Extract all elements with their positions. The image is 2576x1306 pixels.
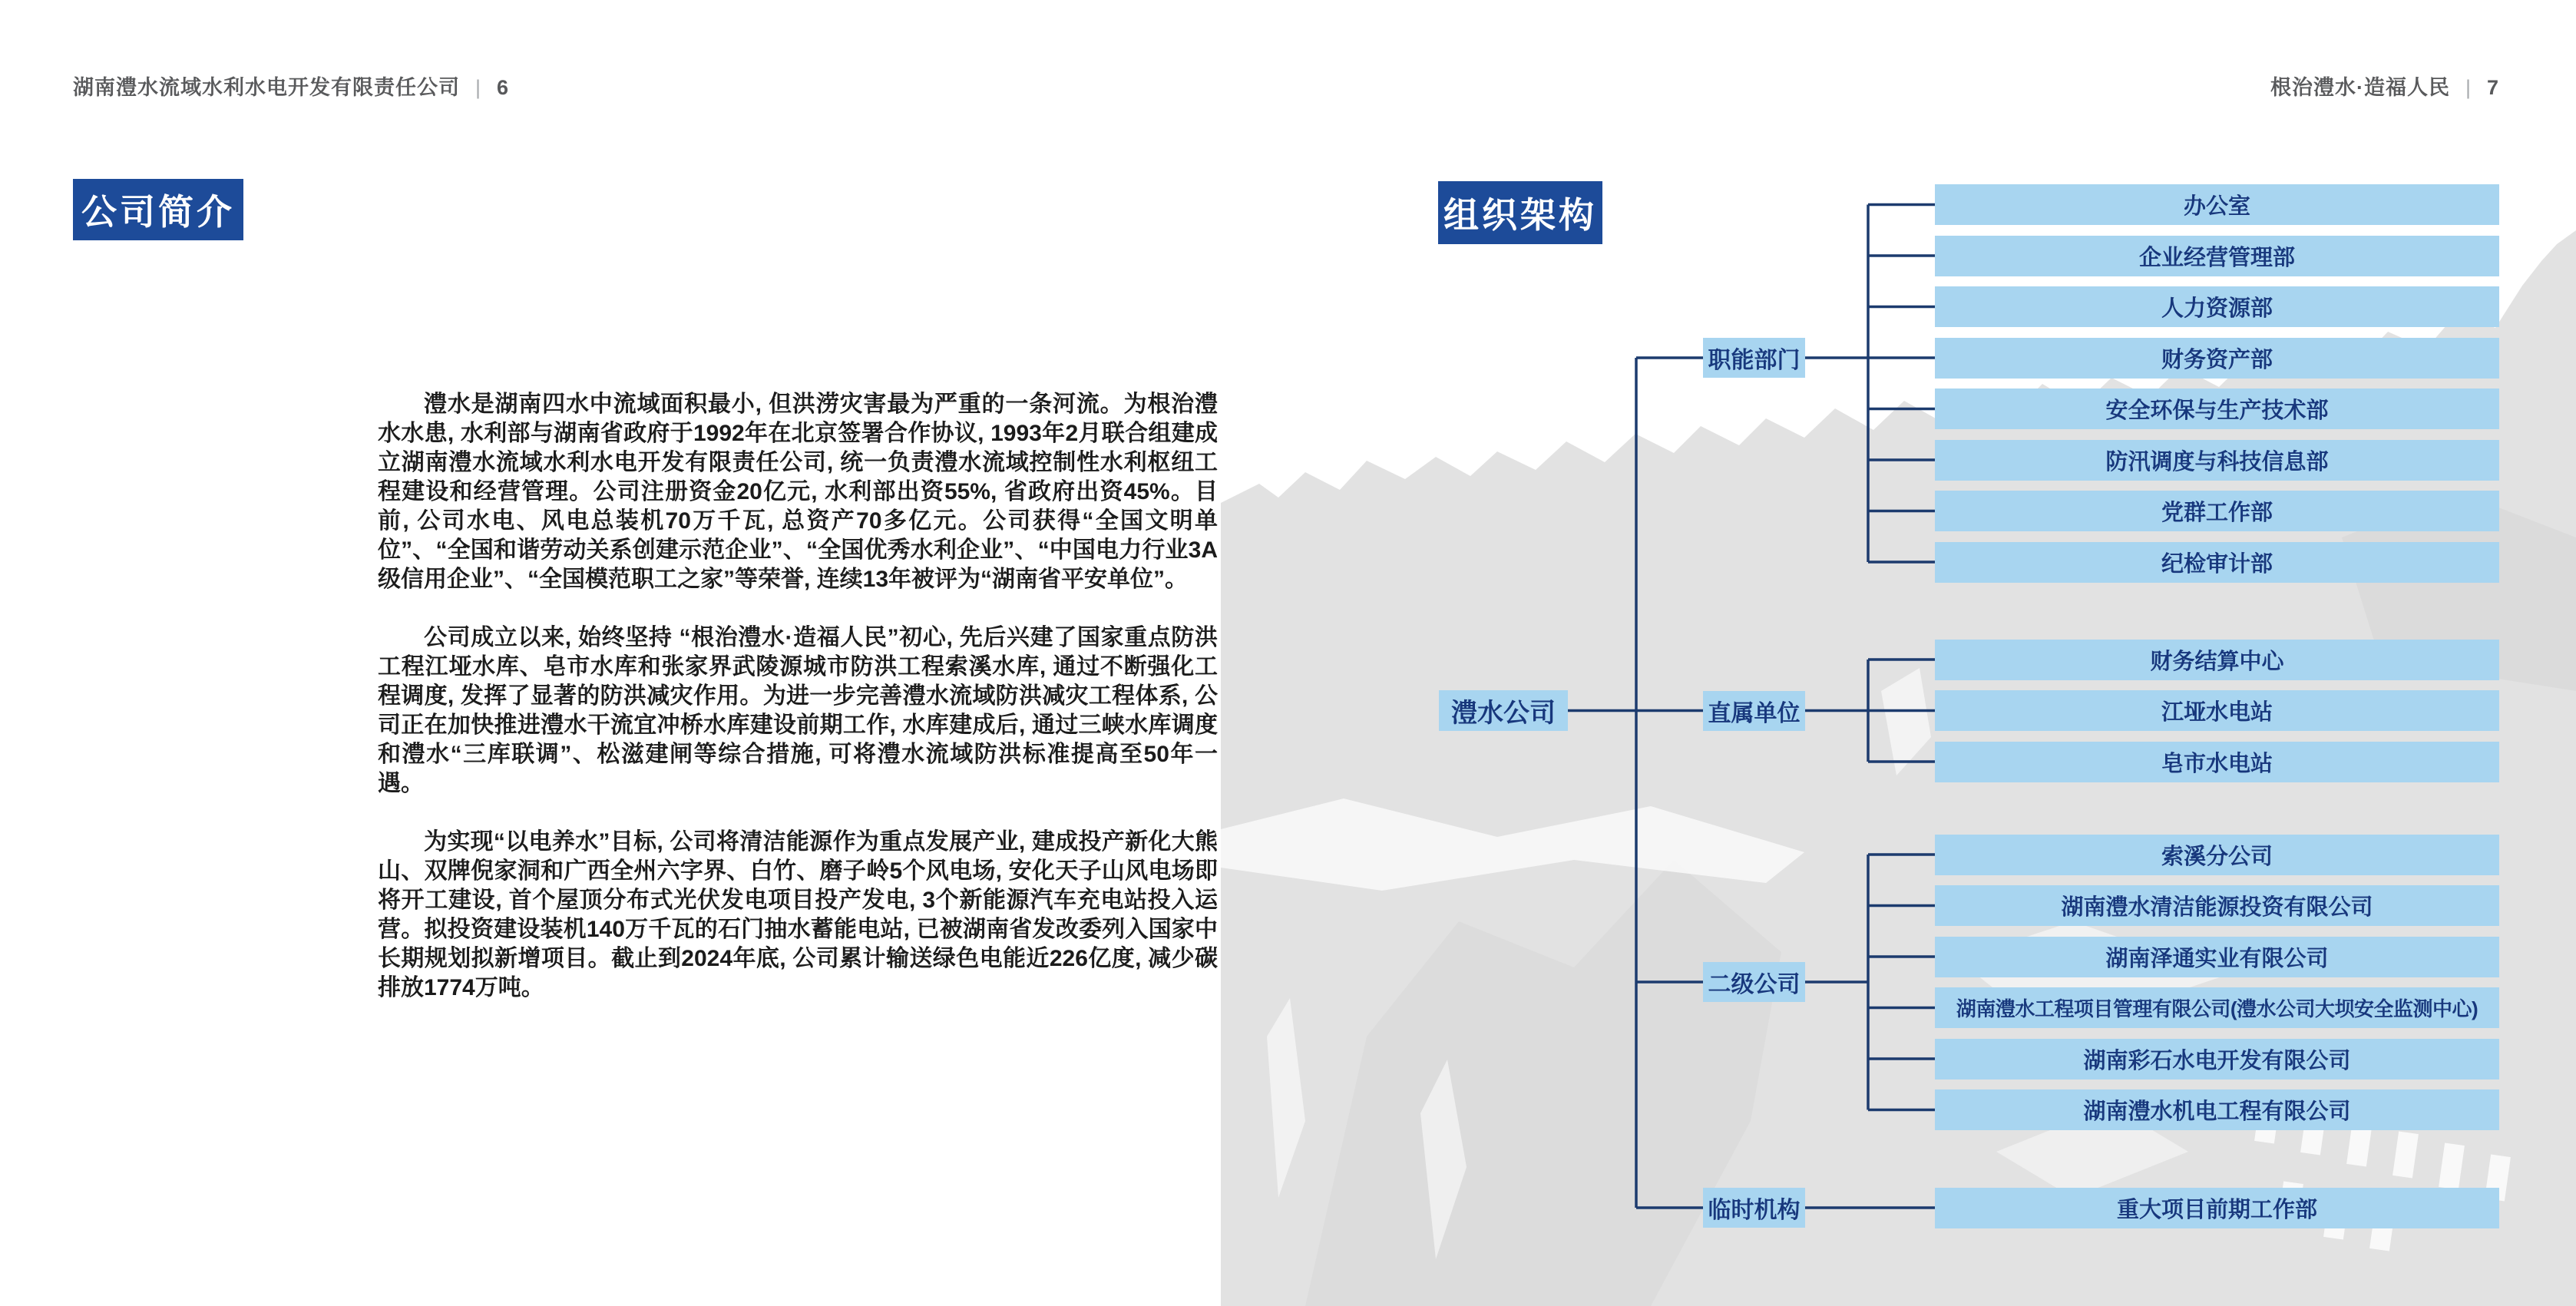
- org-unit-box: 江垭水电站: [1935, 690, 2499, 731]
- org-unit-box: 索溪分公司: [1935, 835, 2499, 875]
- org-unit-box: 湖南泽通实业有限公司: [1935, 937, 2499, 977]
- org-group-label: 直属单位: [1703, 691, 1805, 731]
- org-unit-box: 办公室: [1935, 184, 2499, 225]
- org-unit-box: 湖南澧水机电工程有限公司: [1935, 1089, 2499, 1130]
- left-header-divider: |: [475, 76, 482, 99]
- profile-paragraph-3: 为实现“以电养水”目标, 公司将清洁能源作为重点发展产业, 建成投产新化大熊山、双牌倪家洞和广西全州六字界、白竹、磨子岭5个风电场, 安化天子山风电场即将开工建设, 首个屋顶分布式光伏发电项目投产发电, 3个新能源汽车充电站投入运营。拟投资建设装机140万千瓦的石门抽水蓄能电站, 已被湖南省发改委列入国家中长期规划拟新增项目。截止到2024年底, 公司累计输送绿色电能近226亿度, 减少碳排放1774万吨。: [378, 829, 1218, 1000]
- org-group-label: 二级公司: [1703, 962, 1805, 1002]
- org-unit-box: 防汛调度与科技信息部: [1935, 440, 2499, 481]
- org-unit-box: 财务资产部: [1935, 338, 2499, 379]
- left-header-title: 湖南澧水流域水利水电开发有限责任公司: [73, 76, 460, 99]
- company-profile-title: 公司简介: [73, 179, 243, 240]
- left-page-number: 6: [497, 76, 510, 99]
- org-unit-box: 安全环保与生产技术部: [1935, 388, 2499, 429]
- org-unit-box: 湖南澧水工程项目管理有限公司(澧水公司大坝安全监测中心): [1935, 987, 2499, 1028]
- org-unit-box: 企业经营管理部: [1935, 236, 2499, 276]
- org-structure-title: 组织架构: [1438, 181, 1602, 244]
- org-unit-box: 皂市水电站: [1935, 742, 2499, 782]
- org-unit-box: 纪检审计部: [1935, 542, 2499, 583]
- right-header-divider: |: [2465, 76, 2472, 99]
- org-unit-box: 人力资源部: [1935, 286, 2499, 327]
- org-unit-box: 党群工作部: [1935, 491, 2499, 531]
- right-page-number: 7: [2486, 76, 2499, 99]
- org-root-company: 澧水公司: [1439, 690, 1568, 731]
- org-unit-box: 财务结算中心: [1935, 640, 2499, 680]
- right-header-title: 根治澧水·造福人民: [2270, 76, 2450, 99]
- org-group-label: 职能部门: [1703, 338, 1805, 378]
- org-unit-box: 湖南澧水清洁能源投资有限公司: [1935, 885, 2499, 926]
- profile-paragraph-2: 公司成立以来, 始终坚持 “根治澧水·造福人民”初心, 先后兴建了国家重点防洪工程江垭水库、皂市水库和张家界武陵源城市防洪工程索溪水库, 通过不断强化工程调度, 发挥了显著的防洪减灾作用。为进一步完善澧水流域防洪减灾工程体系, 公司正在加快推进澧水干流宜冲桥水库建设前期工作, 水库建成后, 通过三峡水库调度和澧水“三库联调”、松滋建闸等综合措施, 可将澧水流域防洪标准提高至50年一遇。: [378, 625, 1218, 796]
- org-unit-box: 湖南彩石水电开发有限公司: [1935, 1039, 2499, 1080]
- org-group-label: 临时机构: [1703, 1188, 1805, 1228]
- org-unit-box: 重大项目前期工作部: [1935, 1188, 2499, 1228]
- profile-paragraph-1: 澧水是湖南四水中流域面积最小, 但洪涝灾害最为严重的一条河流。为根治澧水水患, 水利部与湖南省政府于1992年在北京签署合作协议, 1993年2月联合组建成立湖南澧水流域水利水电开发有限责任公司, 统一负责澧水流域控制性水利枢纽工程建设和经营管理。公司注册资金20亿元, 水利部出资55%, 省政府出资45%。目前, 公司水电、风电总装机70万千瓦, 总资产70多亿元。公司获得“全国文明单位”、“全国和谐劳动关系创建示范企业”、“全国优秀水利企业”、“中国电力行业3A级信用企业”、“全国模范职工之家”等荣誉, 连续13年被评为“湖南省平安单位”。: [378, 392, 1218, 592]
